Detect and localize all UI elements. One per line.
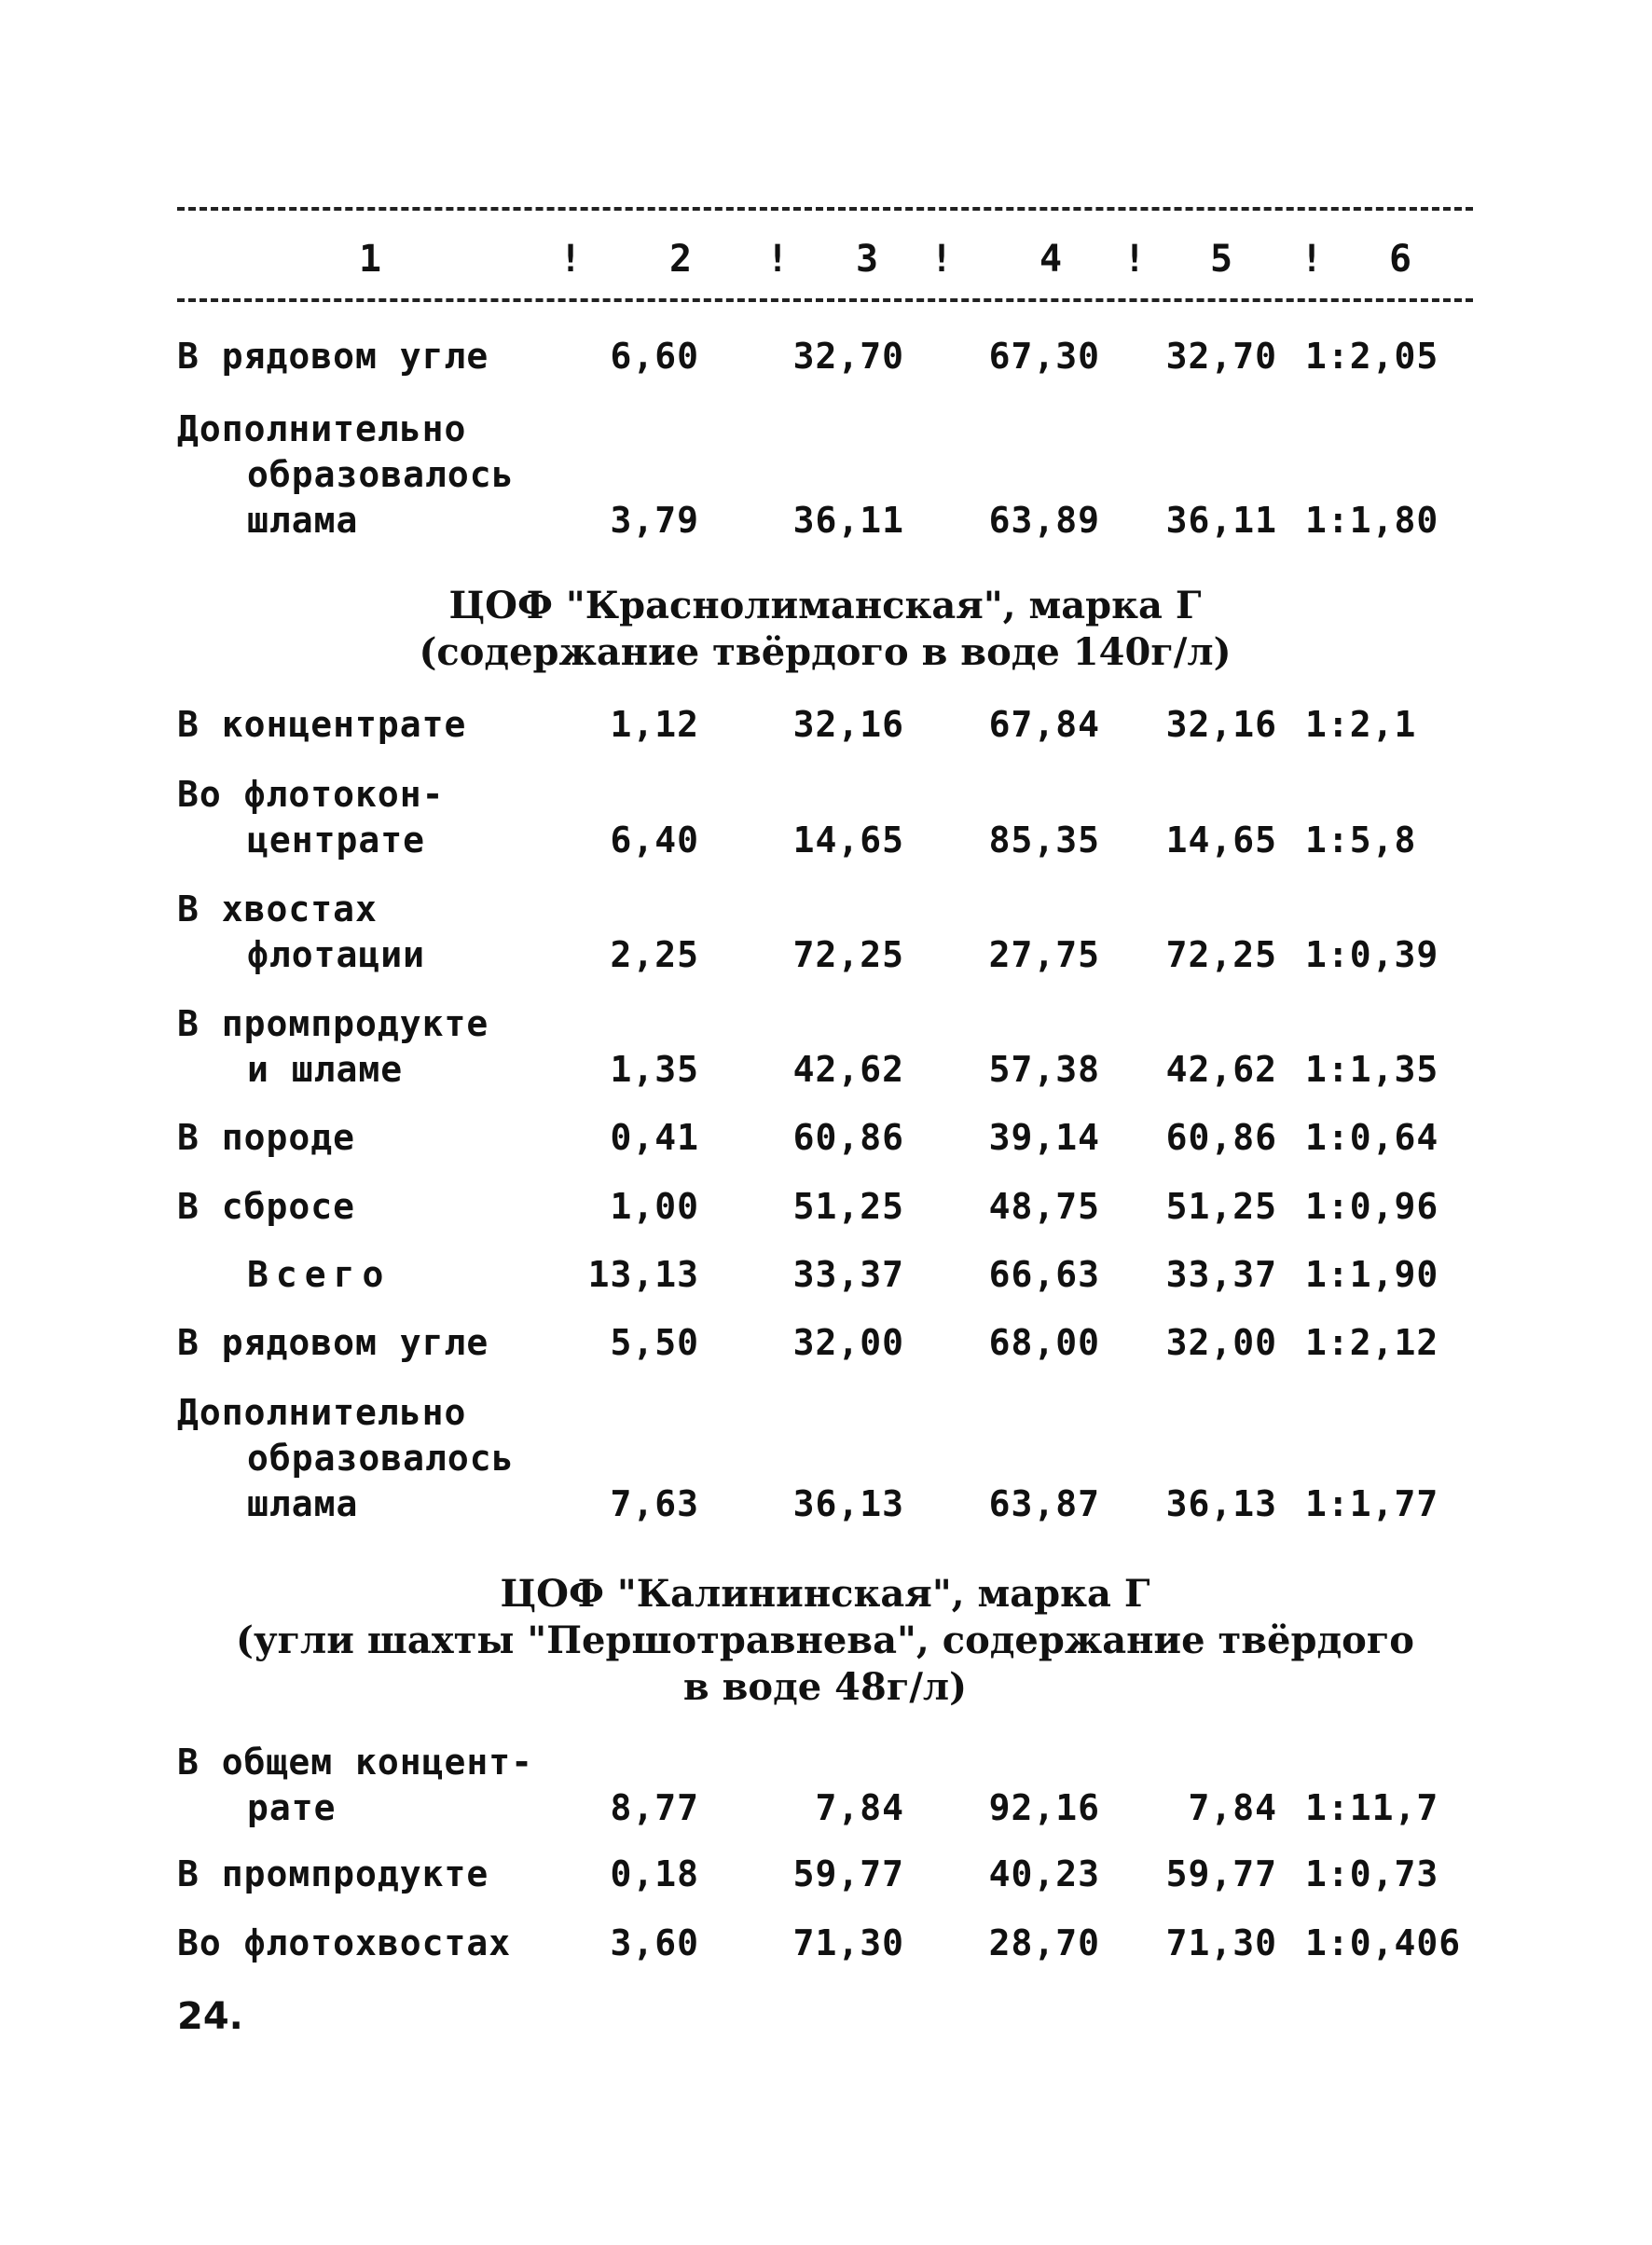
cell-col-4: 39,14	[988, 1117, 1100, 1158]
row-label: В рядовом угле	[177, 336, 489, 377]
row-label: и шламе	[247, 1049, 404, 1090]
cell-col-2: 1,00	[610, 1186, 699, 1227]
header-col-1: 1	[359, 238, 382, 281]
cell-col-6: 1:0,39	[1305, 934, 1439, 975]
cell-col-4: 48,75	[988, 1186, 1100, 1227]
section-subtitle: (содержание твёрдого в воде 140г/л)	[419, 630, 1232, 674]
section-subtitle: (угли шахты "Першотравнева", содержание твёрдого	[236, 1618, 1414, 1662]
cell-col-4: 57,38	[988, 1049, 1100, 1090]
section-subtitle-cont: в воде 48г/л)	[682, 1665, 968, 1709]
row-label: центрате	[247, 819, 426, 861]
cell-col-2: 0,18	[610, 1853, 699, 1894]
cell-col-4: 40,23	[988, 1853, 1100, 1894]
row-label: шлама	[247, 1483, 359, 1524]
row-label: Дополнительно	[177, 1392, 467, 1433]
cell-col-2: 7,63	[610, 1483, 699, 1524]
cell-col-6: 1:2,1	[1305, 704, 1417, 745]
cell-col-3: 72,25	[792, 934, 904, 975]
cell-col-3: 71,30	[792, 1922, 904, 1963]
cell-col-3: 51,25	[792, 1186, 904, 1227]
row-label: флотации	[247, 934, 426, 975]
cell-col-3: 14,65	[792, 819, 904, 861]
cell-col-2: 3,60	[610, 1922, 699, 1963]
section-title: ЦОФ "Краснолиманская", марка Г	[448, 584, 1202, 627]
section-heading-kalininskaya	[177, 1571, 1473, 1711]
cell-col-3: 59,77	[792, 1853, 904, 1894]
header-col-4: 4	[1039, 238, 1063, 281]
cell-col-4: 27,75	[988, 934, 1100, 975]
cell-col-5: 32,16	[1165, 704, 1277, 745]
cell-col-4: 67,30	[988, 336, 1100, 377]
cell-col-4: 85,35	[988, 819, 1100, 861]
row-label: В породе	[177, 1117, 356, 1158]
cell-col-5: 32,00	[1165, 1322, 1277, 1363]
table-top-rule	[177, 207, 1473, 211]
cell-col-6: 1:0,64	[1305, 1117, 1439, 1158]
cell-col-6: 1:5,8	[1305, 819, 1417, 861]
row-label: Дополнительно	[177, 408, 467, 449]
header-separator: !	[1301, 238, 1324, 281]
cell-col-5: 14,65	[1165, 819, 1277, 861]
row-label: В рядовом угле	[177, 1322, 489, 1363]
header-separator: !	[1123, 238, 1147, 281]
cell-col-3: 32,00	[792, 1322, 904, 1363]
header-separator: !	[559, 238, 583, 281]
cell-col-6: 1:11,7	[1305, 1787, 1439, 1828]
cell-col-4: 63,89	[988, 500, 1100, 541]
cell-col-3: 7,84	[815, 1787, 904, 1828]
row-label: В промпродукте	[177, 1003, 489, 1044]
cell-col-4: 63,87	[988, 1483, 1100, 1524]
cell-col-6: 1:1,77	[1305, 1483, 1439, 1524]
row-label: В промпродукте	[177, 1853, 489, 1894]
cell-col-2: 13,13	[587, 1254, 699, 1295]
row-label: рате	[247, 1787, 337, 1828]
cell-col-4: 66,63	[988, 1254, 1100, 1295]
cell-col-6: 1:1,90	[1305, 1254, 1439, 1295]
row-label: образовалось	[247, 454, 515, 495]
cell-col-5: 32,70	[1165, 336, 1277, 377]
cell-col-6: 1:1,80	[1305, 500, 1439, 541]
cell-col-6: 1:1,35	[1305, 1049, 1439, 1090]
cell-col-2: 6,60	[610, 336, 699, 377]
cell-col-6: 1:0,406	[1305, 1922, 1462, 1963]
cell-col-6: 1:2,05	[1305, 336, 1439, 377]
cell-col-3: 36,11	[792, 500, 904, 541]
cell-col-5: 33,37	[1165, 1254, 1277, 1295]
cell-col-5: 60,86	[1165, 1117, 1277, 1158]
row-label: шлама	[247, 500, 359, 541]
header-separator: !	[766, 238, 790, 281]
header-col-3: 3	[856, 238, 879, 281]
cell-col-5: 36,11	[1165, 500, 1277, 541]
cell-col-3: 33,37	[792, 1254, 904, 1295]
cell-col-2: 1,12	[610, 704, 699, 745]
cell-col-2: 5,50	[610, 1322, 699, 1363]
cell-col-5: 42,62	[1165, 1049, 1277, 1090]
cell-col-3: 60,86	[792, 1117, 904, 1158]
cell-col-2: 3,79	[610, 500, 699, 541]
section-title: ЦОФ "Калининская", марка Г	[500, 1572, 1150, 1616]
cell-col-2: 1,35	[610, 1049, 699, 1090]
section-heading-krasnolimanskaya	[177, 583, 1473, 676]
cell-col-3: 32,16	[792, 704, 904, 745]
cell-col-4: 92,16	[988, 1787, 1100, 1828]
row-label: Всего	[247, 1254, 392, 1295]
header-col-2: 2	[669, 238, 693, 281]
cell-col-2: 2,25	[610, 934, 699, 975]
header-col-6: 6	[1389, 238, 1412, 281]
cell-col-6: 1:0,73	[1305, 1853, 1439, 1894]
cell-col-5: 72,25	[1165, 934, 1277, 975]
row-label: Во флотохвостах	[177, 1922, 512, 1963]
cell-col-5: 59,77	[1165, 1853, 1277, 1894]
cell-col-2: 6,40	[610, 819, 699, 861]
cell-col-4: 68,00	[988, 1322, 1100, 1363]
row-label: В сбросе	[177, 1186, 356, 1227]
header-col-5: 5	[1210, 238, 1233, 281]
cell-col-3: 42,62	[792, 1049, 904, 1090]
cell-col-3: 36,13	[792, 1483, 904, 1524]
row-label: образовалось	[247, 1438, 515, 1479]
page-number: 24.	[177, 1995, 243, 2038]
cell-col-6: 1:0,96	[1305, 1186, 1439, 1227]
row-label: Во флотокон-	[177, 774, 445, 815]
cell-col-4: 28,70	[988, 1922, 1100, 1963]
row-label: В хвостах	[177, 888, 378, 930]
cell-col-5: 51,25	[1165, 1186, 1277, 1227]
cell-col-4: 67,84	[988, 704, 1100, 745]
row-label: В общем концент-	[177, 1742, 534, 1783]
cell-col-5: 7,84	[1188, 1787, 1277, 1828]
cell-col-6: 1:2,12	[1305, 1322, 1439, 1363]
cell-col-2: 8,77	[610, 1787, 699, 1828]
cell-col-3: 32,70	[792, 336, 904, 377]
cell-col-2: 0,41	[610, 1117, 699, 1158]
table-header-rule	[177, 298, 1473, 302]
header-separator: !	[930, 238, 954, 281]
cell-col-5: 36,13	[1165, 1483, 1277, 1524]
cell-col-5: 71,30	[1165, 1922, 1277, 1963]
row-label: В концентрате	[177, 704, 467, 745]
